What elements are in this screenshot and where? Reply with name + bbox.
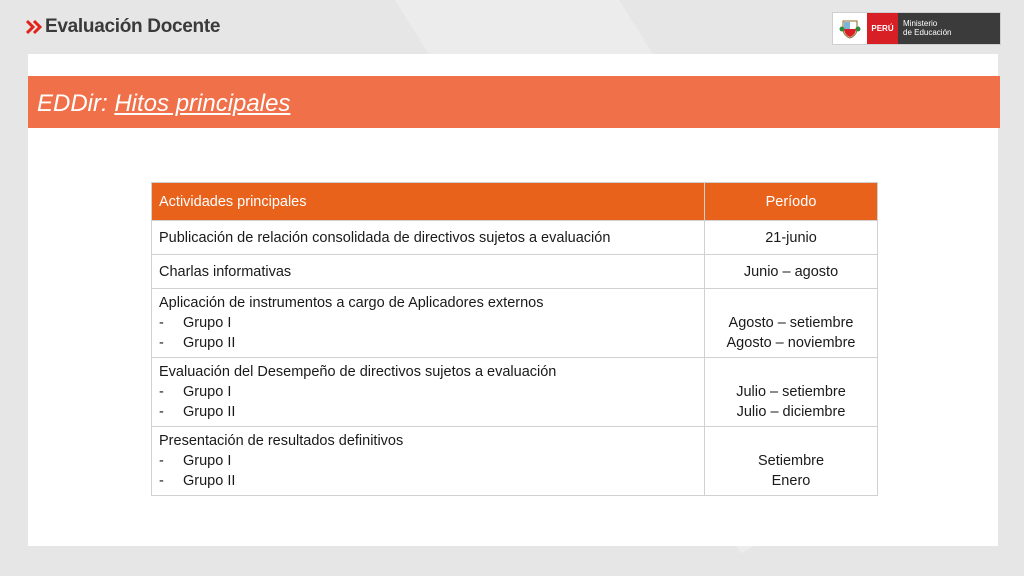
milestones-table (151, 182, 878, 496)
ministry-logo (832, 12, 1001, 45)
brand-logo (26, 14, 220, 40)
column-header-period: Período (705, 183, 878, 221)
table-header-row (152, 183, 878, 221)
sub-item: - Grupo I (159, 384, 232, 400)
activity-cell (152, 427, 705, 496)
table-row (152, 358, 878, 427)
sub-item-label: Grupo II (183, 404, 236, 420)
top-header (0, 0, 1024, 54)
activity-title: Presentación de resultados definitivos (159, 433, 404, 449)
ministry-line-2: de Educación (903, 28, 952, 37)
ministry-label (898, 13, 1000, 44)
title-prefix: EDDir: (37, 90, 115, 117)
table-row (152, 427, 878, 496)
period-value: Agosto – noviembre (726, 335, 856, 351)
brand-name: Evaluación Docente (45, 16, 221, 37)
page-title (37, 90, 290, 118)
activity-title: Aplicación de instrumentos a cargo de Aplicadores externos (159, 295, 544, 311)
country-label: PERÚ (867, 13, 898, 44)
title-main: Hitos principales (114, 90, 291, 117)
period-cell (705, 427, 878, 496)
period-value: Enero (771, 473, 811, 489)
activity-cell: Publicación de relación consolidada de directivos sujetos a evaluación (152, 221, 705, 255)
period-value: Julio – setiembre (736, 384, 846, 400)
sub-item-label: Grupo I (183, 384, 232, 400)
period-value: Agosto – setiembre (728, 315, 854, 331)
table-row (152, 289, 878, 358)
sub-item: - Grupo I (159, 453, 232, 469)
ministry-line-1: Ministerio (903, 19, 938, 28)
activity-title: Evaluación del Desempeño de directivos sujetos a evaluación (159, 364, 557, 380)
slide-content (28, 54, 998, 546)
sub-item-label: Grupo I (183, 315, 232, 331)
table-row (152, 221, 878, 255)
sub-item: - Grupo II (159, 335, 236, 351)
sub-item: - Grupo II (159, 473, 236, 489)
double-chevron-icon (26, 18, 42, 36)
activity-cell: Charlas informativas (152, 255, 705, 289)
period-cell: 21-junio (705, 221, 878, 255)
sub-item: - Grupo I (159, 315, 232, 331)
sub-item-label: Grupo II (183, 335, 236, 351)
period-cell: Junio – agosto (705, 255, 878, 289)
period-value: Julio – diciembre (736, 404, 846, 420)
sub-item-label: Grupo I (183, 453, 232, 469)
period-value: Setiembre (757, 453, 825, 469)
table-row (152, 255, 878, 289)
period-cell (705, 358, 878, 427)
sub-item-label: Grupo II (183, 473, 236, 489)
column-header-activity: Actividades principales (152, 183, 705, 221)
period-cell (705, 289, 878, 358)
sub-item: - Grupo II (159, 404, 236, 420)
activity-cell (152, 289, 705, 358)
activity-cell (152, 358, 705, 427)
coat-of-arms-icon (833, 13, 867, 44)
